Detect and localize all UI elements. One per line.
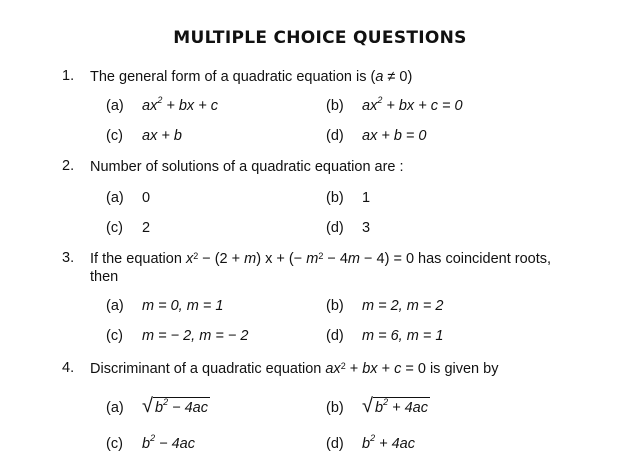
question-text: If the equation $x^2 - (2 + m) x$ + (− $m^2 - 4m - 4) = 0$ has coincident roots, then (90, 251, 552, 285)
option-label: (d) (326, 328, 344, 344)
option-label: (a) (106, 190, 124, 206)
option-3c (106, 328, 248, 344)
option-text: ax + b (142, 128, 182, 144)
question-text: Discriminant of a quadratic equation $ax^2$ + bx + c = 0 is given by (90, 361, 499, 377)
option-label: (b) (326, 298, 344, 314)
option-text: 3 (362, 220, 371, 236)
option-text: m = 6, m = 1 (362, 328, 444, 344)
option-4b (326, 396, 430, 416)
option-text: $ax^2$ + bx + c (142, 95, 218, 114)
option-text: $b^2 - 4ac$ (142, 433, 195, 452)
option-label: (a) (106, 400, 124, 416)
option-label: (c) (106, 128, 123, 144)
option-label: (b) (326, 190, 344, 206)
option-label: (b) (326, 400, 344, 416)
option-text: 2 (142, 220, 151, 236)
option-3a (106, 298, 223, 314)
option-text: ax + b = 0 (362, 128, 427, 144)
option-1c (106, 128, 182, 144)
radical-icon: √ (362, 395, 373, 417)
page-title: MULTIPLE CHOICE QUESTIONS (173, 28, 467, 48)
option-label: (c) (106, 328, 123, 344)
sqrt-expression (362, 396, 430, 416)
option-text: 1 (362, 190, 371, 206)
option-4d (326, 433, 415, 452)
option-2c (106, 220, 150, 236)
option-text: $b^2 - 4ac$ (154, 397, 208, 416)
option-label: (d) (326, 220, 344, 236)
question-number: 3. (62, 250, 75, 266)
sqrt-expression (142, 396, 210, 416)
option-label: (c) (106, 220, 123, 236)
question-text: Number of solutions of a quadratic equation are : (90, 159, 404, 175)
option-label: (d) (326, 128, 344, 144)
option-3b (326, 298, 443, 314)
question-number: 2. (62, 158, 75, 174)
option-text: $ax^2$ + bx + c = 0 (362, 95, 463, 114)
option-text: 0 (142, 190, 151, 206)
option-label: (b) (326, 98, 344, 114)
option-text: m = 2, m = 2 (362, 298, 444, 314)
option-1a (106, 95, 218, 114)
option-4c (106, 433, 195, 452)
option-text: $b^2 + 4ac$ (362, 433, 415, 452)
option-text: $b^2 + 4ac$ (374, 397, 428, 416)
option-text: m = − 2, m = − 2 (142, 328, 249, 344)
question-number: 1. (62, 68, 75, 84)
option-1b (326, 95, 463, 114)
option-label: (a) (106, 298, 124, 314)
option-2b (326, 190, 370, 206)
option-label: (d) (326, 436, 344, 452)
question-number: 4. (62, 360, 75, 376)
option-1d (326, 128, 427, 144)
radical-icon: √ (142, 395, 153, 417)
option-label: (c) (106, 436, 123, 452)
option-label: (a) (106, 98, 124, 114)
option-2d (326, 220, 370, 236)
option-3d (326, 328, 443, 344)
option-text: m = 0, m = 1 (142, 298, 224, 314)
option-4a (106, 396, 210, 416)
question-text: The general form of a quadratic equation is (a ≠ 0) (90, 69, 413, 85)
option-2a (106, 190, 150, 206)
